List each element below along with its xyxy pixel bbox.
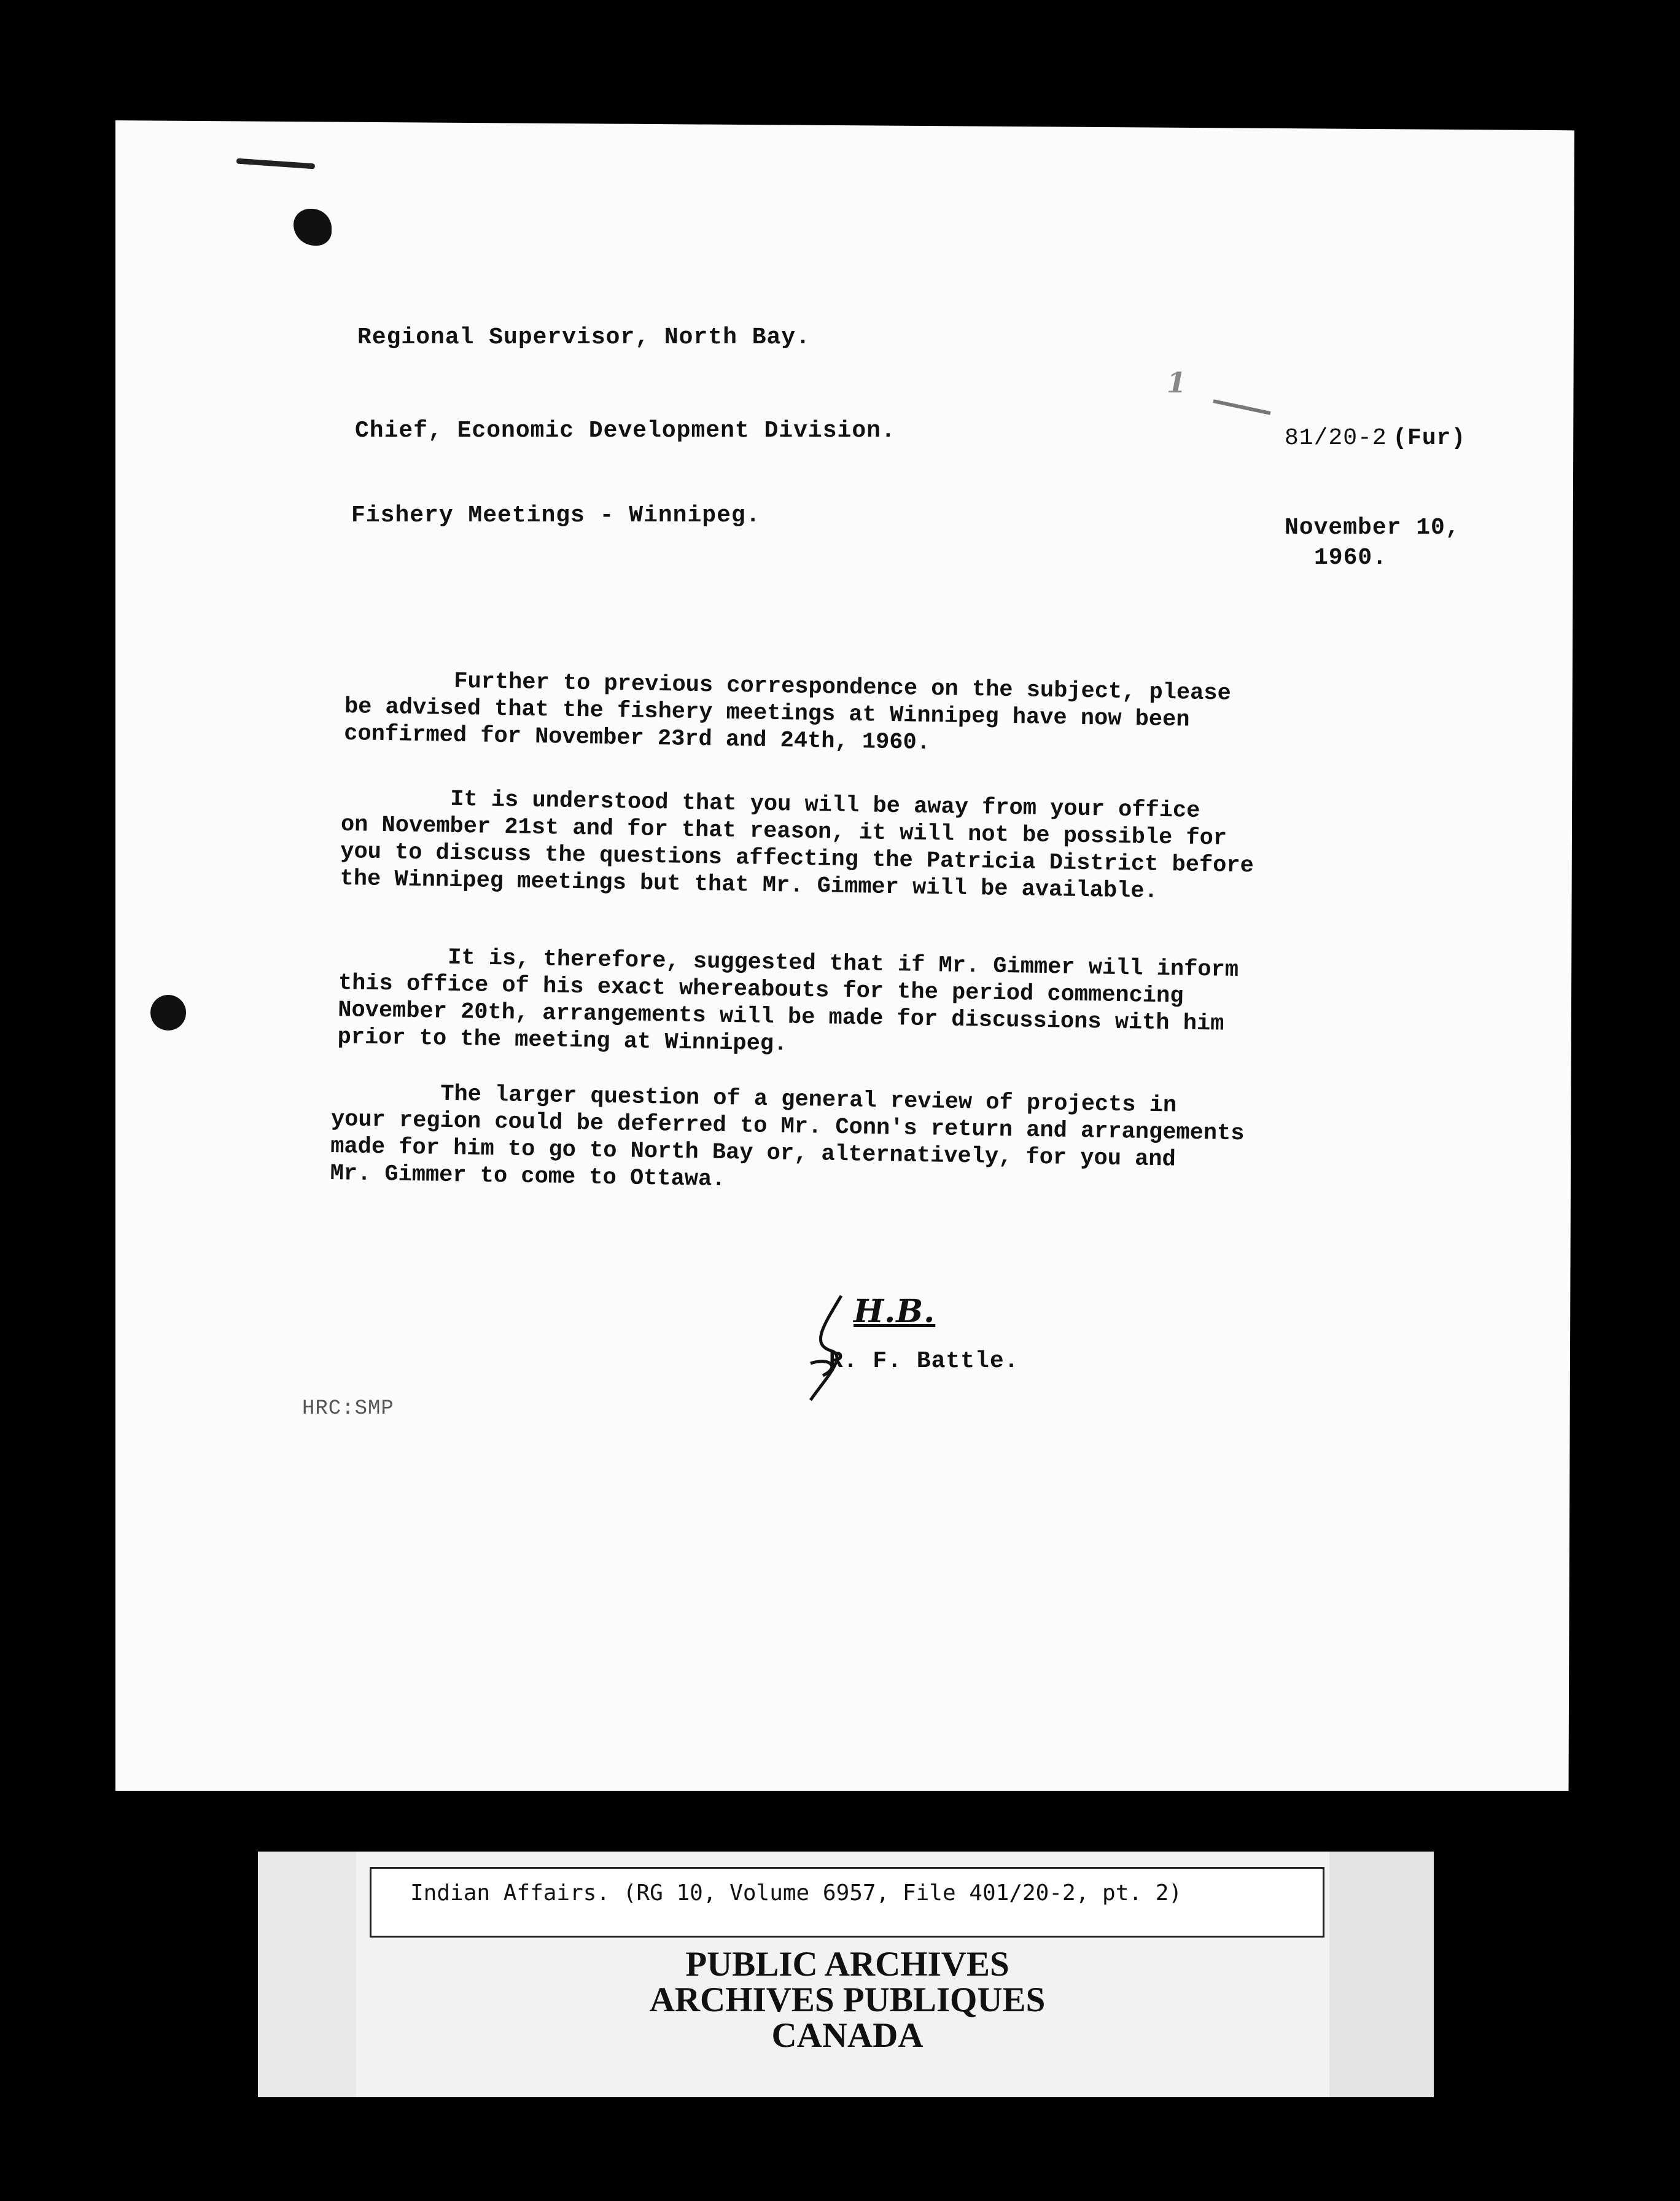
reference-initials: HRC:SMP <box>302 1397 394 1420</box>
memo-year: 1960. <box>1314 545 1388 571</box>
slip-left-edge <box>258 1852 356 2097</box>
archive-line-english: PUBLIC ARCHIVES <box>685 1945 1009 1984</box>
punch-hole <box>150 995 186 1030</box>
body-paragraph-3: It is, therefore, suggested that if Mr. Gimmer will inform this office of his exact whereabouts for the period commencing November 20th, arrangements will be made for discussions with him prior to the meeting at Winnipeg. <box>337 943 1239 1058</box>
body-paragraph-2: It is understood that you will be away from your office on November 21st and for that reason, it will not be possible for you to discuss the questions affecting the Patricia District before the Winnipeg meetings but that Mr. Gimmer will be available. <box>340 784 1254 905</box>
slip-right-edge <box>1329 1852 1434 2097</box>
archive-reference: Indian Affairs. (RG 10, Volume 6957, File 401/20-2, pt. 2) <box>410 1880 1183 1906</box>
memo-from: Chief, Economic Development Division. <box>355 418 896 444</box>
memo-date: November 10, <box>1285 515 1460 541</box>
memo-to: Regional Supervisor, North Bay. <box>357 324 811 351</box>
archive-line-french: ARCHIVES PUBLIQUES <box>649 1981 1046 2019</box>
body-paragraph-1: Further to previous correspondence on the subject, please be advised that the fishery meetings at Winnipeg have now been confirmed for November 23rd and 24th, 1960. <box>343 666 1232 756</box>
memo-subject: Fishery Meetings - Winnipeg. <box>351 502 761 529</box>
pencil-note: 1 <box>1167 366 1188 399</box>
signature-initials: H.B. <box>854 1293 936 1330</box>
file-reference <box>1285 425 1466 451</box>
file-category: (Fur) <box>1393 425 1466 451</box>
archive-line-country: CANADA <box>771 2016 924 2055</box>
file-number: 81/20-2 <box>1285 425 1387 451</box>
body-paragraph-4: The larger question of a general review of projects in your region could be deferred to Mr. Conn's return and arrangements made for him to go to North Bay or, alternatively, for you and Mr. Gimmer to come to Ottawa. <box>330 1079 1245 1193</box>
archive-stamp <box>577 1947 1118 2054</box>
signatory-name: R. F. Battle. <box>829 1348 1019 1374</box>
